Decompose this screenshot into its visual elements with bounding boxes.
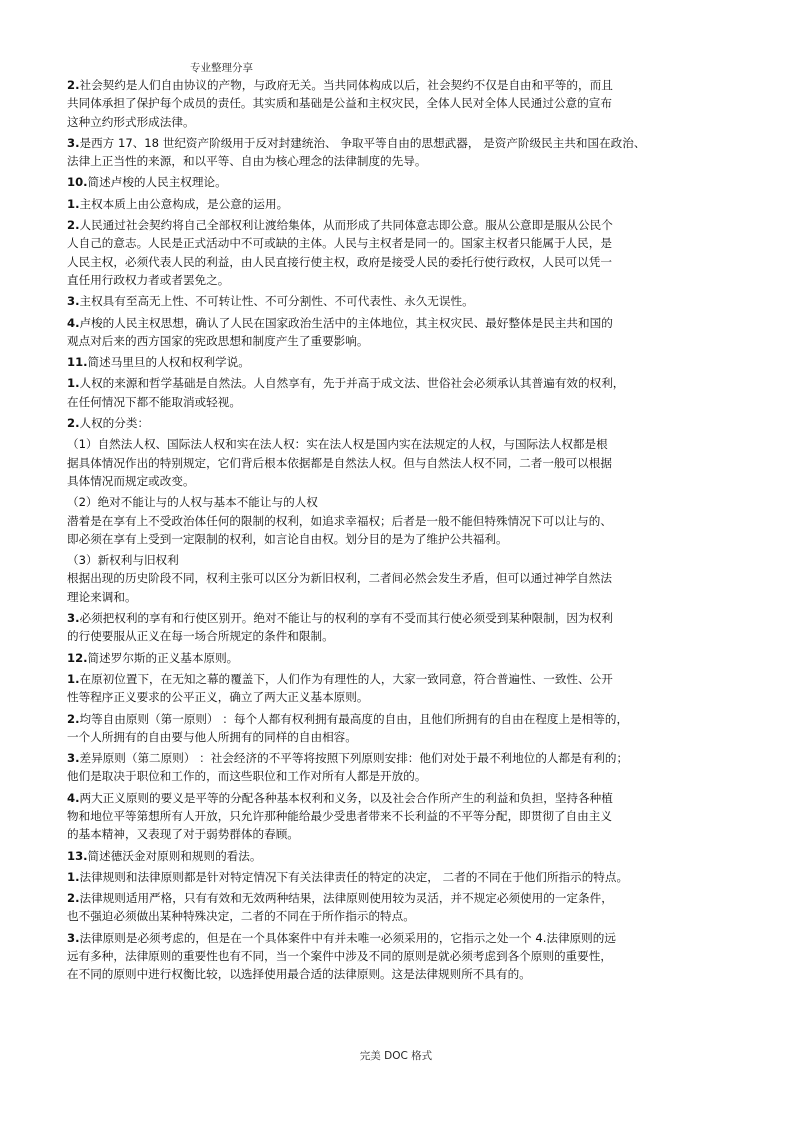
line-text: 在任何情况下都不能取消或轻视。 xyxy=(67,394,241,409)
line-text: 社会契约是人们自由协议的产物，与政府无关。当共同体构成以后，社会契约不仅是自由和平等的，而且 xyxy=(79,78,613,92)
paragraph xyxy=(67,435,727,490)
text-line xyxy=(67,173,727,191)
line-text: 法律规则和法律原则都是针对特定情况下有关法律责任的特定的决定， 二者的不同在于他们所指示的特点。 xyxy=(79,869,629,884)
text-line xyxy=(67,749,727,767)
line-text: 法律原则是必须考虑的，但是在一个具体案件中有并未唯一必须采用的，它指示之处一个 4.法律原则的远 xyxy=(79,930,616,945)
text-line xyxy=(67,512,727,530)
item-number: 1. xyxy=(67,196,80,211)
text-line xyxy=(67,907,727,925)
line-text: 他们是取决于职位和工作的，而这些职位和工作对所有人都是开放的。 xyxy=(67,769,427,784)
paragraph xyxy=(67,414,727,432)
paragraph xyxy=(67,847,727,865)
paragraph xyxy=(67,195,727,213)
text-line xyxy=(67,728,727,746)
text-line xyxy=(67,234,727,252)
line-text: 人自己的意志。人民是正式活动中不可或缺的主体。人民与主权者是同一的。国家主权者只能属于人民，是 xyxy=(67,236,612,251)
item-number: 1. xyxy=(67,671,80,686)
text-line xyxy=(67,609,727,627)
line-text: 人权的来源和哲学基础是自然法。人自然享有，先于并高于成文法、世俗社会必须承认其普遍有效的权利， xyxy=(79,376,625,391)
text-line xyxy=(67,435,727,453)
text-line xyxy=(67,253,727,271)
page-footer: 完美 DOC 格式 xyxy=(359,1050,433,1062)
text-line xyxy=(67,825,727,843)
item-number: 3. xyxy=(67,135,80,150)
text-line xyxy=(67,965,727,983)
line-text: 共同体承担了保护每个成员的责任。其实质和基础是公益和主权灾民，全体人民对全体人民通过公意的宣布 xyxy=(67,96,612,111)
paragraph xyxy=(67,493,727,548)
text-line xyxy=(67,393,727,411)
text-line xyxy=(67,530,727,548)
text-line xyxy=(67,195,727,213)
text-line xyxy=(67,353,727,371)
paragraph xyxy=(67,789,727,844)
text-line xyxy=(67,847,727,865)
paragraph xyxy=(67,670,727,707)
line-text: 简述罗尔斯的正义基本原则。 xyxy=(87,650,239,665)
paragraph xyxy=(67,649,727,667)
paragraph xyxy=(67,710,727,747)
paragraph xyxy=(67,929,727,984)
line-text: 必须把权利的享有和行使区别开。绝对不能让与的权利的享有不受而其行使必须受到某种限制，因为权利 xyxy=(79,611,613,626)
text-line xyxy=(67,889,727,907)
paragraph xyxy=(67,609,727,646)
text-line xyxy=(67,807,727,825)
paragraph xyxy=(67,353,727,371)
line-text: 在不同的原则中进行权衡比较，以选择使用最合适的法律原则。这是法律规则所不具有的。 xyxy=(67,967,531,982)
paragraph xyxy=(67,76,727,131)
text-line xyxy=(67,569,727,587)
line-text: （3）新权利与旧权利 xyxy=(67,553,179,568)
paragraph xyxy=(67,374,727,411)
text-line xyxy=(67,688,727,706)
line-text: 理论来调和。 xyxy=(67,589,137,604)
paragraph xyxy=(67,314,727,351)
text-line xyxy=(67,94,727,112)
item-number: 2. xyxy=(67,891,80,906)
text-line xyxy=(67,789,727,807)
line-text: 这种立约形式形成法律。 xyxy=(67,114,195,129)
line-text: 简述卢梭的人民主权理论。 xyxy=(87,175,227,190)
text-line xyxy=(67,271,727,289)
item-number: 4. xyxy=(67,790,80,805)
text-line xyxy=(67,454,727,472)
line-text: 观点对后来的西方国家的宪政思想和制度产生了重要影响。 xyxy=(67,333,369,348)
paragraph xyxy=(67,749,727,786)
line-text: 人权的分类： xyxy=(79,416,150,431)
line-text: 性等程序正义要求的公平正义，确立了两大正义基本原则。 xyxy=(67,690,369,705)
line-text: 法律上正当性的来源，和以平等、自由为核心理念的法律制度的先导。 xyxy=(67,154,427,169)
line-text: 差异原则（第二原则） ：社会经济的不平等将按照下列原则安排：他们对处于最不利地位的人都是有利的； xyxy=(79,751,629,766)
text-line xyxy=(67,332,727,350)
item-number: 13. xyxy=(67,848,88,863)
text-line xyxy=(67,414,727,432)
line-text: 物和地位平等第想所有人开放，只允许那种能给最少受患者带来不长利益的不平等分配，即贯彻了自由主义 xyxy=(67,808,612,823)
item-number: 2. xyxy=(67,218,80,233)
text-line xyxy=(67,216,727,234)
text-line xyxy=(67,670,727,688)
line-text: 的行使要服从正义在每一场合所规定的条件和限制。 xyxy=(67,629,334,644)
line-text: 直任用行政权力者或者罢免之。 xyxy=(67,272,230,287)
text-line xyxy=(67,472,727,490)
item-number: 10. xyxy=(67,175,88,190)
paragraph xyxy=(67,868,727,886)
item-number: 2. xyxy=(67,416,80,431)
line-text: 简述德沃金对原则和规则的看法。 xyxy=(87,848,262,863)
paragraph-gap xyxy=(67,984,727,987)
item-number: 3. xyxy=(67,294,80,309)
text-line xyxy=(67,588,727,606)
paragraph xyxy=(67,216,727,289)
paragraph xyxy=(67,134,727,171)
line-text: 卢梭的人民主权思想，确认了人民在国家政治生活中的主体地位，其主权灾民、最好整体是民主共和国的 xyxy=(79,315,613,330)
text-line xyxy=(67,551,727,569)
line-text: 人民通过社会契约将自己全部权利让渡给集体，从而形成了共同体意志即公意。服从公意即是服从公民个 xyxy=(79,218,613,233)
item-number: 3. xyxy=(67,930,80,945)
line-text: 主权本质上由公意构成，是公意的运用。 xyxy=(79,196,289,211)
line-text: 远有多种，法律原则的重要性也有不同，当一个案件中涉及不同的原则是就必须考虑到各个原则的重要性， xyxy=(67,949,612,964)
line-text: 据具体情况作出的特别规定，它们背后根本依据都是自然法人权。但与自然法人权不同，二者一般可以根据 xyxy=(67,455,612,470)
line-text: 一个人所拥有的自由要与他人所拥有的同样的自由相容。 xyxy=(67,729,357,744)
line-text: 均等自由原则（第一原则） ：每个人都有权利拥有最高度的自由，且他们所拥有的自由在程度上是相等的， xyxy=(79,711,629,726)
line-text: 即必须在享有上受到一定限制的权利，如言论自由权。划分目的是为了维护公共福利。 xyxy=(67,531,508,546)
item-number: 1. xyxy=(67,376,80,391)
line-text: 也不强迫必须做出某种特殊决定，二者的不同在于所作指示的特点。 xyxy=(67,909,415,924)
line-text: （1）自然法人权、国际法人权和实在法人权：实在法人权是国内实在法规定的人权，与国际法人权都是根 xyxy=(67,437,608,452)
text-line xyxy=(67,134,727,152)
line-text: 法律规则适用严格，只有有效和无效两种结果，法律原则使用较为灵活，并不规定必须使用的一定条件， xyxy=(79,891,613,906)
line-text: 两大正义原则的要义是平等的分配各种基本权利和义务，以及社会合作所产生的利益和负担，坚持各种植 xyxy=(79,790,613,805)
text-line xyxy=(67,947,727,965)
item-number: 3. xyxy=(67,751,80,766)
line-text: 是西方 17、18 世纪资产阶级用于反对封建统治、 争取平等自由的思想武器， 是资产阶级民主共和国在政治、 xyxy=(79,135,646,150)
text-line xyxy=(67,710,727,728)
item-number: 2. xyxy=(67,78,80,92)
item-number: 11. xyxy=(67,355,88,370)
paragraph xyxy=(67,292,727,310)
line-text: 在原初位置下，在无知之幕的覆盖下，人们作为有理性的人，大家一致同意，符合普遍性、一致性、公开 xyxy=(79,671,613,686)
text-line xyxy=(67,314,727,332)
text-line xyxy=(67,649,727,667)
paragraph xyxy=(67,551,727,606)
item-number: 3. xyxy=(67,611,80,626)
item-number: 4. xyxy=(67,315,80,330)
text-line xyxy=(67,374,727,392)
document-body xyxy=(67,76,727,987)
line-text: 主权具有至高无上性、不可转让性、不可分割性、不可代表性、永久无误性。 xyxy=(79,294,474,309)
paragraph xyxy=(67,889,727,926)
text-line xyxy=(67,493,727,511)
text-line xyxy=(67,152,727,170)
paragraph xyxy=(67,173,727,191)
page-header: 专业整理分享 xyxy=(190,62,253,74)
item-number: 12. xyxy=(67,650,88,665)
text-line xyxy=(67,113,727,131)
text-line xyxy=(67,929,727,947)
text-line xyxy=(67,868,727,886)
text-line xyxy=(67,292,727,310)
item-number: 2. xyxy=(67,711,80,726)
text-line xyxy=(67,767,727,785)
line-text: （2）绝对不能让与的人权与基本不能让与的人权 xyxy=(67,495,318,510)
line-text: 根据出现的历史阶段不同，权利主张可以区分为新旧权利，二者间必然会发生矛盾，但可以通过神学自然法 xyxy=(67,571,612,586)
line-text: 的基本精神，又表现了对于弱势群体的春顾。 xyxy=(67,827,299,842)
line-text: 潜着是在享有上不受政治体任何的限制的权利，如追求幸福权；后者是一般不能但特殊情况下可以让与的、 xyxy=(67,513,612,528)
text-line xyxy=(67,627,727,645)
line-text: 人民主权，必须代表人民的利益，由人民直接行使主权，政府是接受人民的委托行使行政权，人民可以凭一 xyxy=(67,254,612,269)
item-number: 1. xyxy=(67,869,80,884)
line-text: 具体情况而规定或改变。 xyxy=(67,473,195,488)
text-line xyxy=(67,76,727,94)
line-text: 简述马里旦的人权和权利学说。 xyxy=(87,355,250,370)
